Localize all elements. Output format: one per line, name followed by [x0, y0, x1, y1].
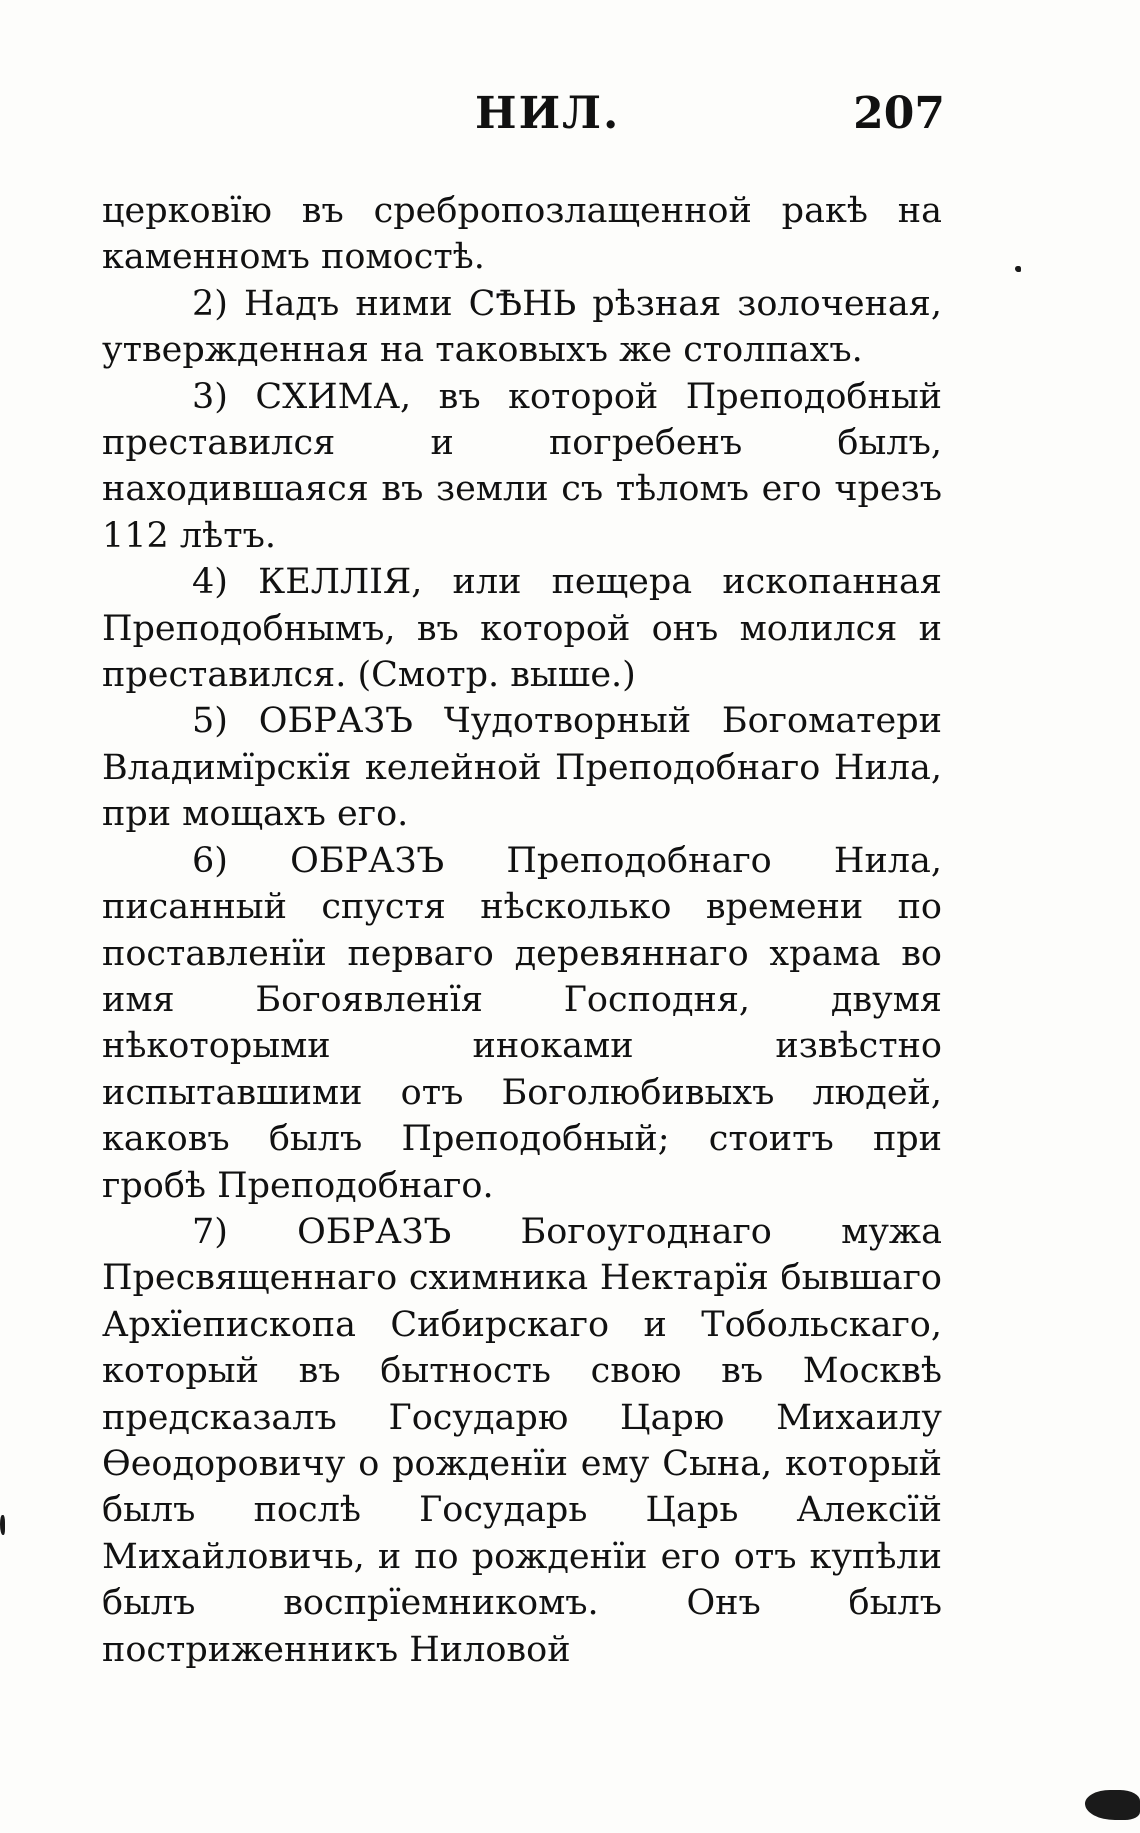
item-number: 4): [192, 562, 228, 603]
item-number: 7): [192, 1211, 228, 1252]
body-text: [102, 188, 942, 1673]
item-number: 6): [192, 840, 228, 881]
paragraph-text: ОБРАЗЪ Богоугоднаго мужа Пресвященнаго схимника Нектарïя бывшаго Архïепископа Сибирскаго и Тобольскаго, который въ бытность свою въ Москвѣ предсказалъ Государю Царю Михаилу Ѳеодоровичу о рожденïи ему Сына, который былъ послѣ Государь Царь Алексïй Михайловичь, и по рожденïи его отъ купѣли былъ воспрïемникомъ. Онъ былъ постриженникъ Ниловой: [102, 1211, 942, 1670]
paragraph-item-6: [102, 838, 942, 1209]
paragraph-text: ОБРАЗЪ Чудотворный Богоматери Владимïрскïя келейной Преподобнаго Нила, при мощахъ его.: [102, 701, 942, 835]
item-number: 2): [192, 283, 228, 324]
item-number: 5): [192, 701, 228, 742]
paragraph-item-2: [102, 281, 942, 374]
paragraph-item-7: [102, 1209, 942, 1673]
running-head: НИЛ.: [475, 88, 621, 139]
ink-speck: [1015, 266, 1021, 272]
paragraph-text: церковïю въ сребропозлащенной ракѣ на каменномъ помостѣ.: [102, 191, 942, 278]
paragraph-text: ОБРАЗЪ Преподобнаго Нила, писанный спустя нѣсколько времени по поставленïи перваго деревяннаго храма во имя Богоявленïя Господня, двумя нѣкоторыми иноками извѣстно испытавшими отъ Боголюбивыхъ людей, каковъ былъ Преподобный; стоитъ при гробѣ Преподобнаго.: [102, 840, 942, 1206]
page-number: 207: [853, 88, 945, 139]
ink-smudge: [1085, 1790, 1140, 1820]
paragraph-item-4: [102, 559, 942, 698]
paragraph-text: Надъ ними СѢНЬ рѣзная золоченая, утвержденная на таковыхъ же столпахъ.: [102, 283, 942, 371]
paragraph-item-5: [102, 698, 942, 837]
paragraph-item-3: [102, 374, 942, 560]
page-header: [100, 88, 945, 148]
ink-speck: [0, 1515, 5, 1535]
paragraph-text: КЕЛЛІЯ, или пещера ископанная Преподобнымъ, въ которой онъ молился и преставился. (Смотр. выше.): [102, 562, 942, 696]
item-number: 3): [192, 376, 228, 417]
paragraph-continuation: [102, 188, 942, 281]
paragraph-text: СХИМА, въ которой Преподобный преставился и погребенъ былъ, находившаяся въ земли съ тѣломъ его чрезъ 112 лѣтъ.: [102, 376, 942, 556]
